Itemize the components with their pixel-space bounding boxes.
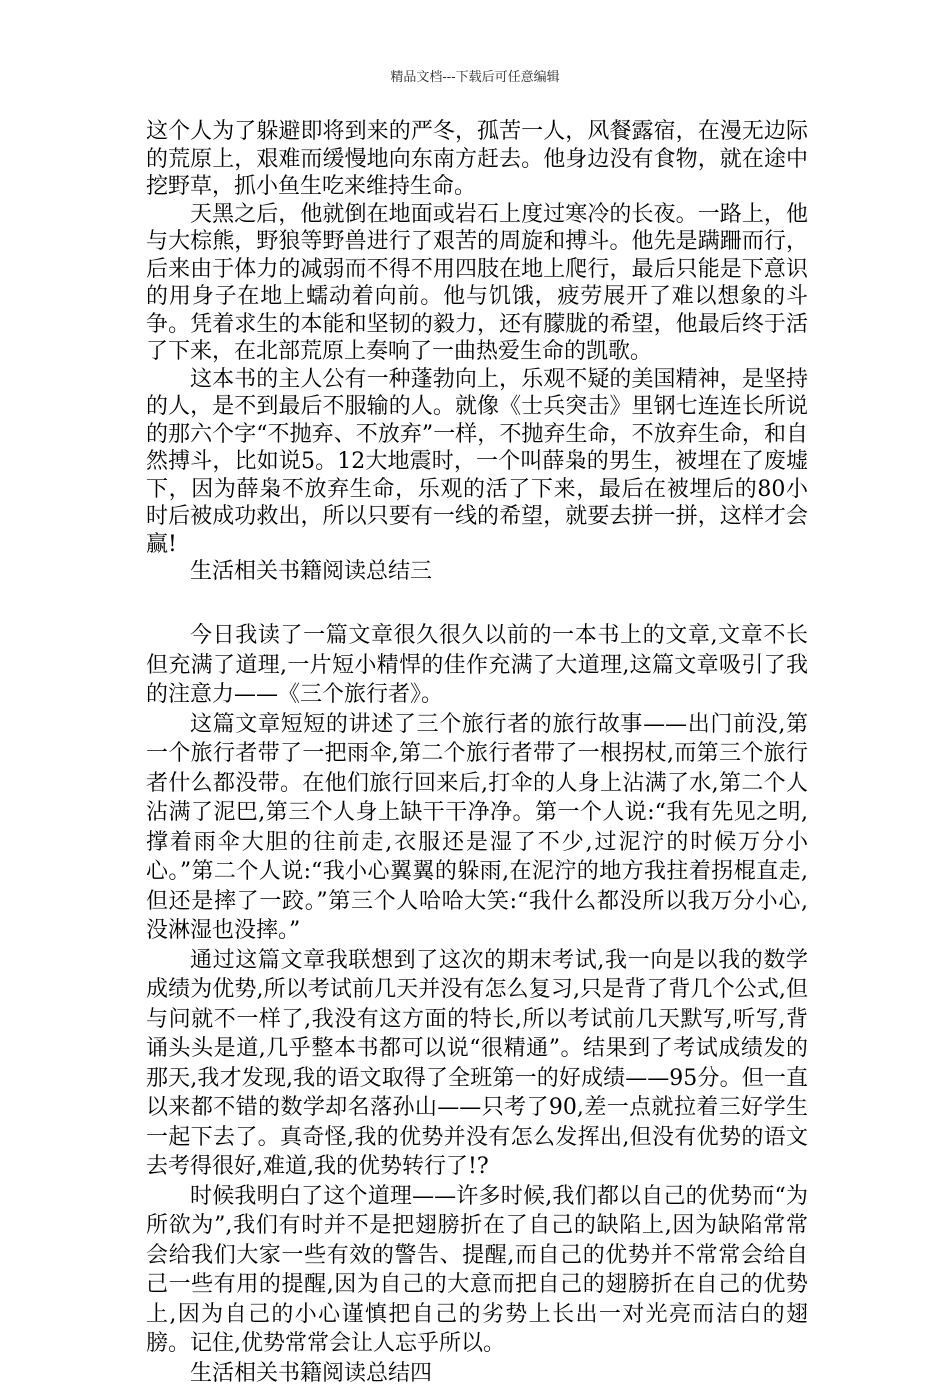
page-header: 精品文档---下载后可任意编辑 — [0, 66, 950, 85]
paragraph: 通过这篇文章我联想到了这次的期末考试,我一向是以我的数学成绩为优势,所以考试前几天并没有怎么复习,只是背了背几个公式,但与问就不一样了,我没有这方面的特长,所以考试前几天默写,听写,背诵头头是道,几乎整本书都可以说“很精通”。结果到了考试成绩发的那天,我才发现,我的语文取得了全班第一的好成绩——95分。但一直以来都不错的数学却名落孙山——只考了90,差一点就拉着三好学生一起下去了。真奇怪,我的优势并没有怎么发挥出,但没有优势的语文去考得很好,难道,我的优势转行了!? — [146, 946, 808, 1182]
paragraph: 这篇文章短短的讲述了三个旅行者的旅行故事——出门前没,第一个旅行者带了一把雨伞,第二个旅行者带了一根拐杖,而第三个旅行者什么都没带。在他们旅行回来后,打伞的人身上沾满了水,第二个人沾满了泥巴,第三个人身上缺干干净净。第一个人说:“我有先见之明,撑着雨伞大胆的往前走,衣服还是湿了不少,过泥泞的时候万分小心。”第二个人说:“我小心翼翼的躲雨,在泥泞的地方我拄着拐棍直走,但还是摔了一跤。”第三个人哈哈大笑:“我什么都没所以我万分小心,没淋湿也没摔。” — [146, 710, 808, 946]
paragraph: 天黑之后，他就倒在地面或岩石上度过寒冷的长夜。一路上，他与大棕熊，野狼等野兽进行了艰苦的周旋和搏斗。他先是蹒跚而行，后来由于体力的减弱而不得不用四肢在地上爬行，最后只能是下意识的用身子在地上蠕动着向前。他与饥饿，疲劳展开了难以想象的斗争。凭着求生的本能和坚韧的毅力，还有朦胧的希望，他最后终于活了下来，在北部荒原上奏响了一曲热爱生命的凯歌。 — [146, 201, 808, 366]
document-body — [146, 118, 808, 1388]
spacer — [146, 613, 808, 621]
spacer — [146, 586, 808, 614]
section-heading-3: 生活相关书籍阅读总结三 — [146, 558, 808, 586]
paragraph: 这个人为了躲避即将到来的严冬，孤苦一人，风餐露宿，在漫无边际的荒原上，艰难而缓慢地向东南方赶去。他身边没有食物，就在途中挖野草，抓小鱼生吃来维持生命。 — [146, 118, 808, 201]
paragraph: 今日我读了一篇文章很久很久以前的一本书上的文章,文章不长但充满了道理,一片短小精悍的佳作充满了大道理,这篇文章吸引了我的注意力——《三个旅行者》。 — [146, 621, 808, 710]
section-heading-4: 生活相关书籍阅读总结四 — [146, 1359, 808, 1388]
paragraph: 时候我明白了这个道理——许多时候,我们都以自己的优势而“为所欲为”,我们有时并不是把翅膀折在了自己的缺陷上,因为缺陷常常会给我们大家一些有效的警告、提醒,而自己的优势并不常常会给自己一些有用的提醒,因为自己的大意而把自己的翅膀折在自己的优势上,因为自己的小心谨慎把自己的劣势上长出一对光亮而洁白的翅膀。记住,优势常常会让人忘乎所以。 — [146, 1182, 808, 1359]
paragraph: 这本书的主人公有一种蓬勃向上，乐观不疑的美国精神，是坚持的人，是不到最后不服输的人。就像《士兵突击》里钢七连连长所说的那六个字“不抛弃、不放弃”一样，不抛弃生命，不放弃生命，和自然搏斗，比如说5。12大地震时，一个叫薛枭的男生，被埋在了废墟下，因为薛枭不放弃生命，乐观的活了下来，最后在被埋后的80小时后被成功救出，所以只要有一线的希望，就要去拼一拼，这样才会赢! — [146, 366, 808, 559]
